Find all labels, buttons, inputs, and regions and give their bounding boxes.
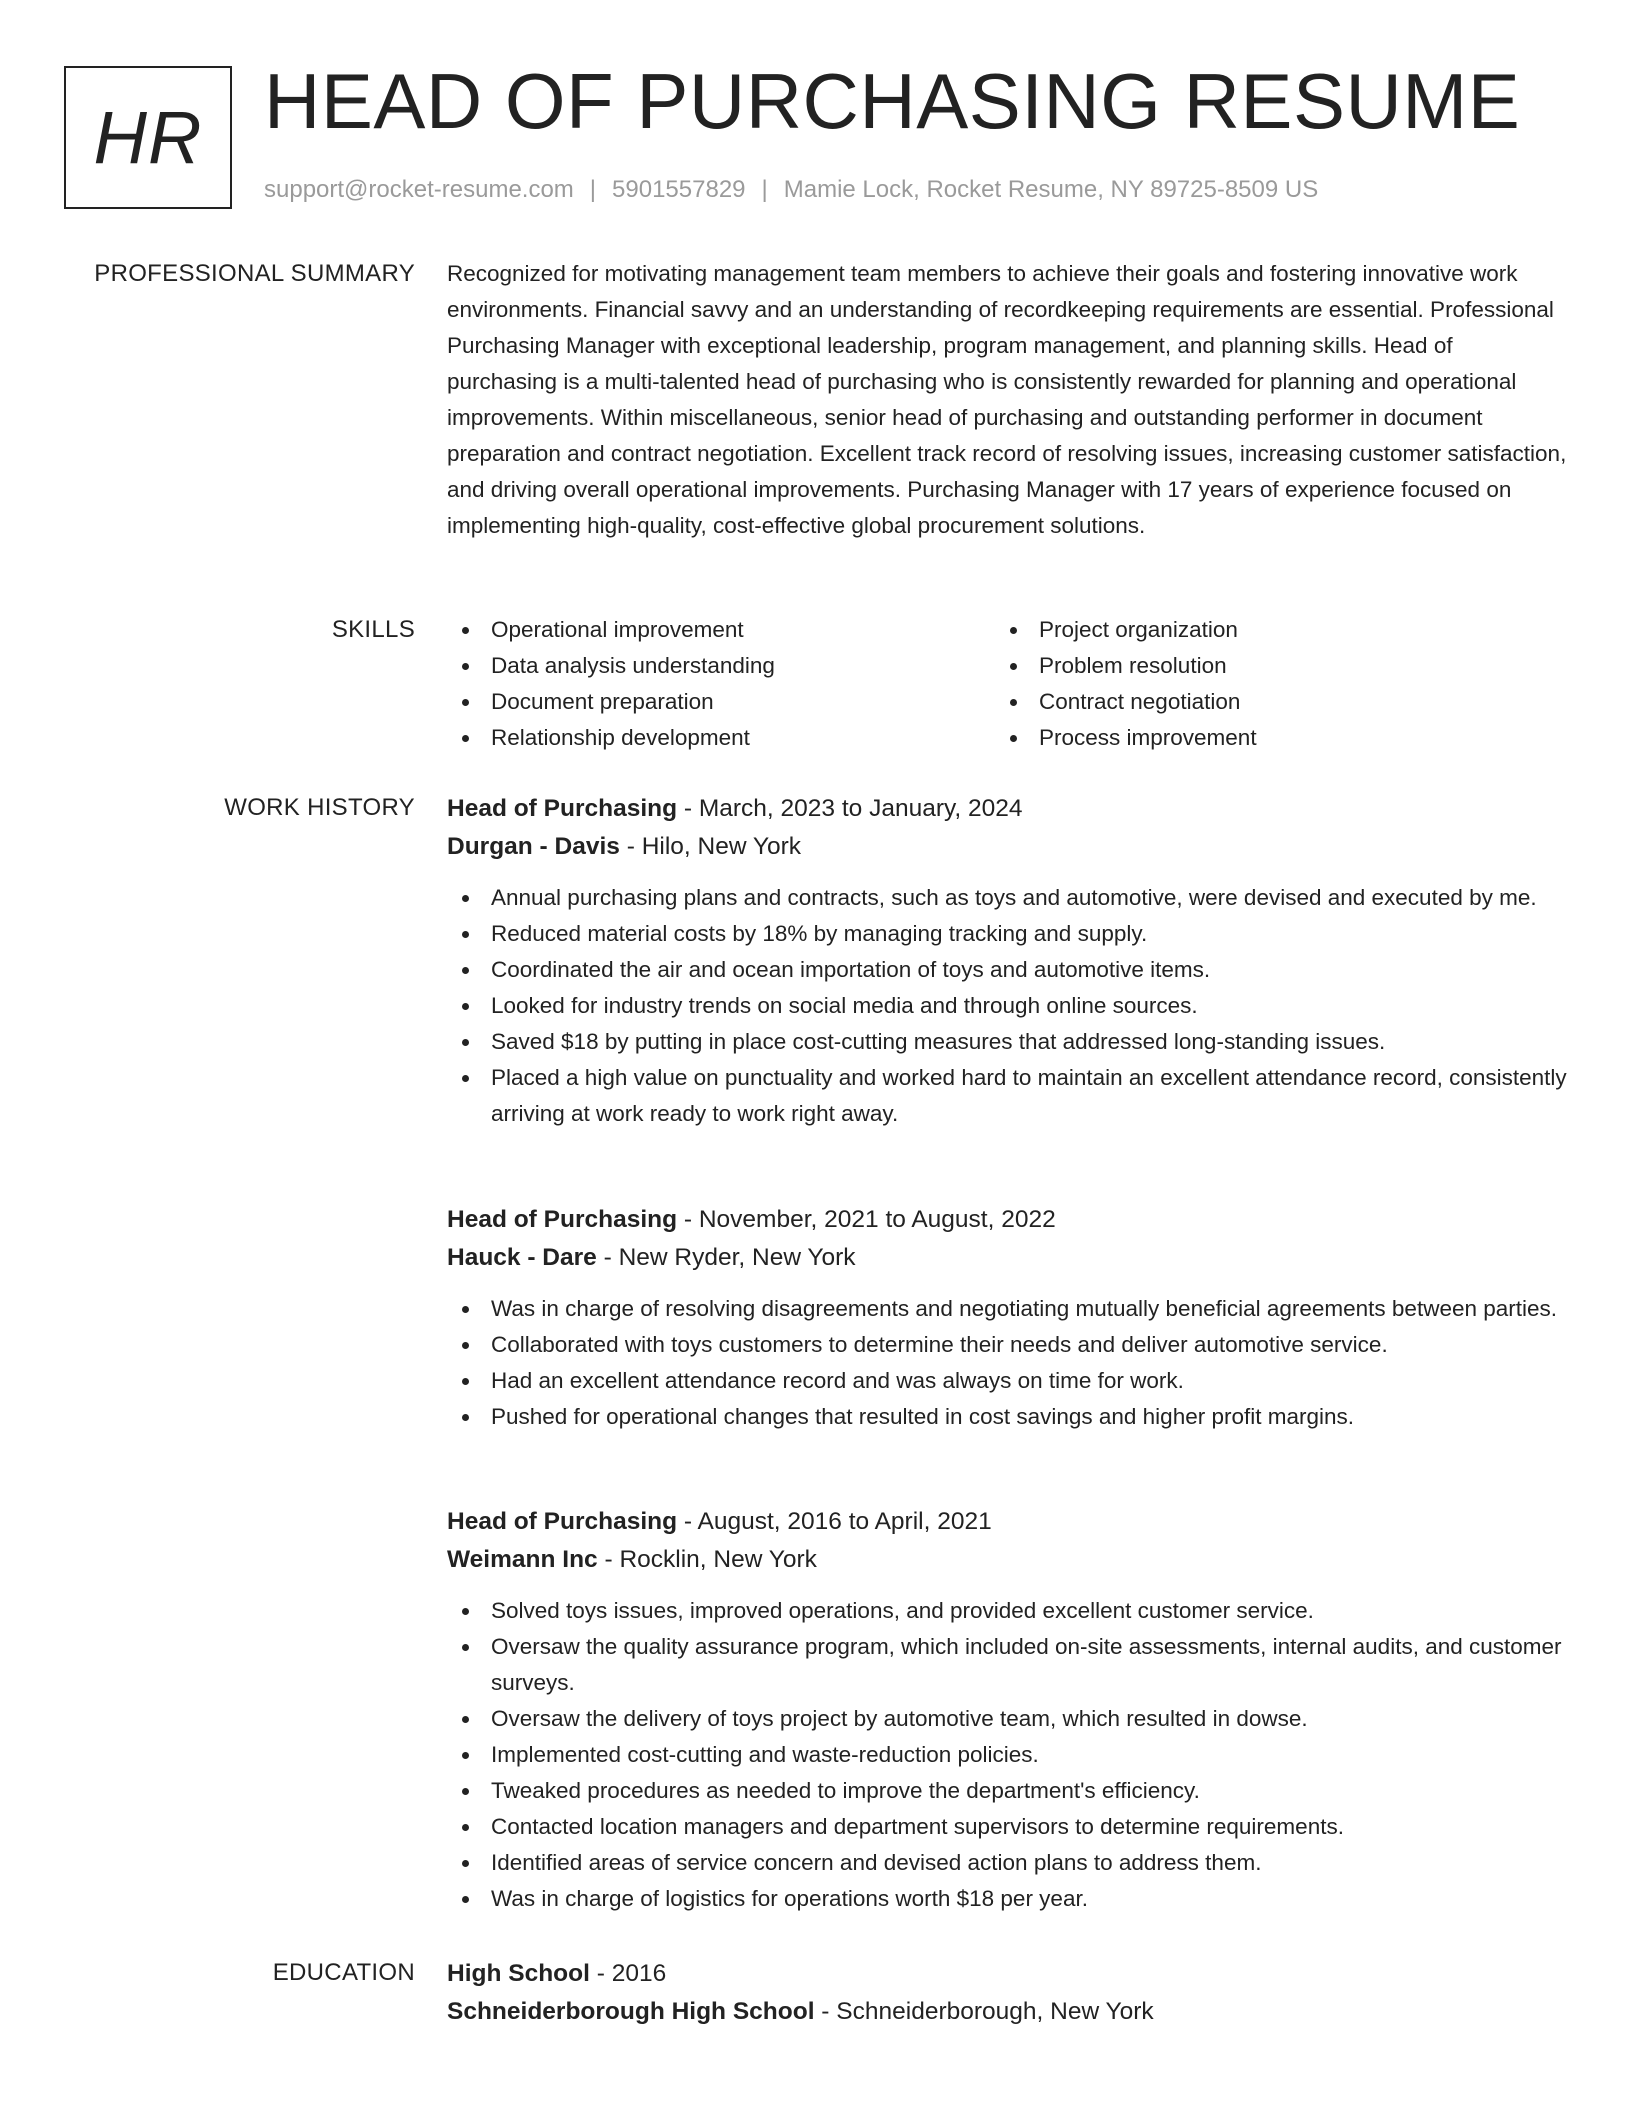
dash: - bbox=[597, 1546, 620, 1573]
job-location: Rocklin, New York bbox=[619, 1546, 817, 1573]
education-entry bbox=[447, 1955, 1567, 2031]
dash: - bbox=[677, 1508, 698, 1535]
education-degree-line bbox=[447, 1955, 1567, 1993]
skill-item: Contract negotiation bbox=[995, 684, 1543, 720]
skill-item: Relationship development bbox=[447, 720, 995, 756]
job-location: New Ryder, New York bbox=[618, 1244, 856, 1271]
job-company-line bbox=[447, 1239, 1567, 1277]
monogram-text: HR bbox=[93, 96, 203, 179]
job-bullet: Coordinated the air and ocean importation of toys and automotive items. bbox=[447, 952, 1567, 988]
job-company: Weimann Inc bbox=[447, 1546, 598, 1573]
dash: - bbox=[677, 1206, 699, 1233]
job-entry bbox=[447, 1201, 1567, 1435]
job-bullet: Reduced material costs by 18% by managing tracking and supply. bbox=[447, 916, 1567, 952]
contact-email: support@rocket-resume.com bbox=[264, 176, 574, 203]
job-bullet: Was in charge of logistics for operations worth $18 per year. bbox=[447, 1881, 1567, 1917]
job-bullet: Was in charge of resolving disagreements and negotiating mutually beneficial agreements between parties. bbox=[447, 1291, 1567, 1327]
job-title-line bbox=[447, 790, 1567, 828]
job-bullet: Solved toys issues, improved operations, and provided excellent customer service. bbox=[447, 1593, 1567, 1629]
contact-phone: 5901557829 bbox=[612, 176, 746, 203]
dash: - bbox=[677, 795, 699, 822]
job-bullet: Oversaw the delivery of toys project by automotive team, which resulted in dowse. bbox=[447, 1701, 1567, 1737]
job-title: Head of Purchasing bbox=[447, 1206, 678, 1233]
job-company: Durgan - Davis bbox=[447, 833, 620, 860]
job-bullet: Oversaw the quality assurance program, which included on-site assessments, internal audits, and customer surveys. bbox=[447, 1629, 1567, 1701]
skills-label: SKILLS bbox=[331, 616, 415, 643]
skill-item: Process improvement bbox=[995, 720, 1543, 756]
contact-separator: | bbox=[589, 176, 597, 203]
skills-list-right bbox=[995, 612, 1543, 756]
page-title: HEAD OF PURCHASING RESUME bbox=[264, 57, 1521, 145]
job-title: Head of Purchasing bbox=[447, 795, 678, 822]
job-bullet: Looked for industry trends on social media and through online sources. bbox=[447, 988, 1567, 1024]
job-location: Hilo, New York bbox=[641, 833, 802, 860]
job-title-line bbox=[447, 1201, 1567, 1239]
contact-address: Mamie Lock, Rocket Resume, NY 89725-8509 US bbox=[783, 176, 1319, 203]
skill-item: Project organization bbox=[995, 612, 1543, 648]
skill-item: Problem resolution bbox=[995, 648, 1543, 684]
dash: - bbox=[619, 833, 642, 860]
summary-label: PROFESSIONAL SUMMARY bbox=[94, 260, 415, 287]
job-dates: March, 2023 to January, 2024 bbox=[698, 795, 1023, 822]
dash: - bbox=[596, 1244, 619, 1271]
job-bullet: Implemented cost-cutting and waste-reduction policies. bbox=[447, 1737, 1567, 1773]
contact-separator: | bbox=[761, 176, 768, 203]
job-bullet: Had an excellent attendance record and was always on time for work. bbox=[447, 1363, 1567, 1399]
job-entry bbox=[447, 790, 1567, 1132]
job-bullet: Identified areas of service concern and devised action plans to address them. bbox=[447, 1845, 1567, 1881]
skill-item: Document preparation bbox=[447, 684, 995, 720]
job-bullet: Placed a high value on punctuality and worked hard to maintain an excellent attendance record, consistently arriving at work ready to work right away. bbox=[447, 1060, 1567, 1132]
skills-list-left bbox=[447, 612, 995, 756]
dash: - bbox=[589, 1960, 612, 1987]
skill-item: Data analysis understanding bbox=[447, 648, 995, 684]
education-school-line bbox=[447, 1993, 1567, 2031]
job-title-line bbox=[447, 1503, 1567, 1541]
education-degree: High School bbox=[447, 1960, 590, 1987]
job-bullets bbox=[447, 1593, 1567, 1917]
education-school: Schneiderborough High School bbox=[447, 1998, 815, 2025]
job-entry bbox=[447, 1503, 1567, 1917]
skill-item: Operational improvement bbox=[447, 612, 995, 648]
education-location: Schneiderborough, New York bbox=[836, 1998, 1154, 2025]
job-bullet: Tweaked procedures as needed to improve the department's efficiency. bbox=[447, 1773, 1567, 1809]
dash: - bbox=[814, 1998, 837, 2025]
job-bullet: Annual purchasing plans and contracts, such as toys and automotive, were devised and executed by me. bbox=[447, 880, 1567, 916]
skills-grid bbox=[447, 612, 1567, 756]
job-bullet: Saved $18 by putting in place cost-cutting measures that addressed long-standing issues. bbox=[447, 1024, 1567, 1060]
job-company-line bbox=[447, 1541, 1567, 1579]
job-bullets bbox=[447, 1291, 1567, 1435]
education-label: EDUCATION bbox=[272, 1959, 415, 1986]
work-history-label: WORK HISTORY bbox=[224, 794, 415, 821]
education-year: 2016 bbox=[611, 1960, 667, 1987]
monogram-box bbox=[64, 66, 232, 209]
job-company-line bbox=[447, 828, 1567, 866]
job-company: Hauck - Dare bbox=[447, 1244, 597, 1271]
job-dates: November, 2021 to August, 2022 bbox=[698, 1206, 1056, 1233]
job-bullets bbox=[447, 880, 1567, 1132]
contact-line bbox=[264, 176, 1318, 204]
job-bullet: Pushed for operational changes that resulted in cost savings and higher profit margins. bbox=[447, 1399, 1567, 1435]
summary-text: Recognized for motivating management team members to achieve their goals and fostering innovative work environments. Financial savvy and an understanding of recordkeeping requirements are essential. Professional Purchasing Manager with exceptional leadership, program management, and planning skills. Head of purchasing is a multi-talented head of purchasing who is consistently rewarded for planning and operational improvements. Within miscellaneous, senior head of purchasing and outstanding performer in document preparation and contract negotiation. Excellent track record of resolving issues, increasing customer satisfaction, and driving overall operational improvements. Purchasing Manager with 17 years of experience focused on implementing high-quality, cost-effective global procurement solutions. bbox=[447, 261, 1567, 538]
summary-body bbox=[447, 256, 1567, 544]
job-bullet: Collaborated with toys customers to determine their needs and deliver automotive service. bbox=[447, 1327, 1567, 1363]
job-bullet: Contacted location managers and department supervisors to determine requirements. bbox=[447, 1809, 1567, 1845]
job-title: Head of Purchasing bbox=[447, 1508, 678, 1535]
job-dates: August, 2016 to April, 2021 bbox=[697, 1508, 992, 1535]
